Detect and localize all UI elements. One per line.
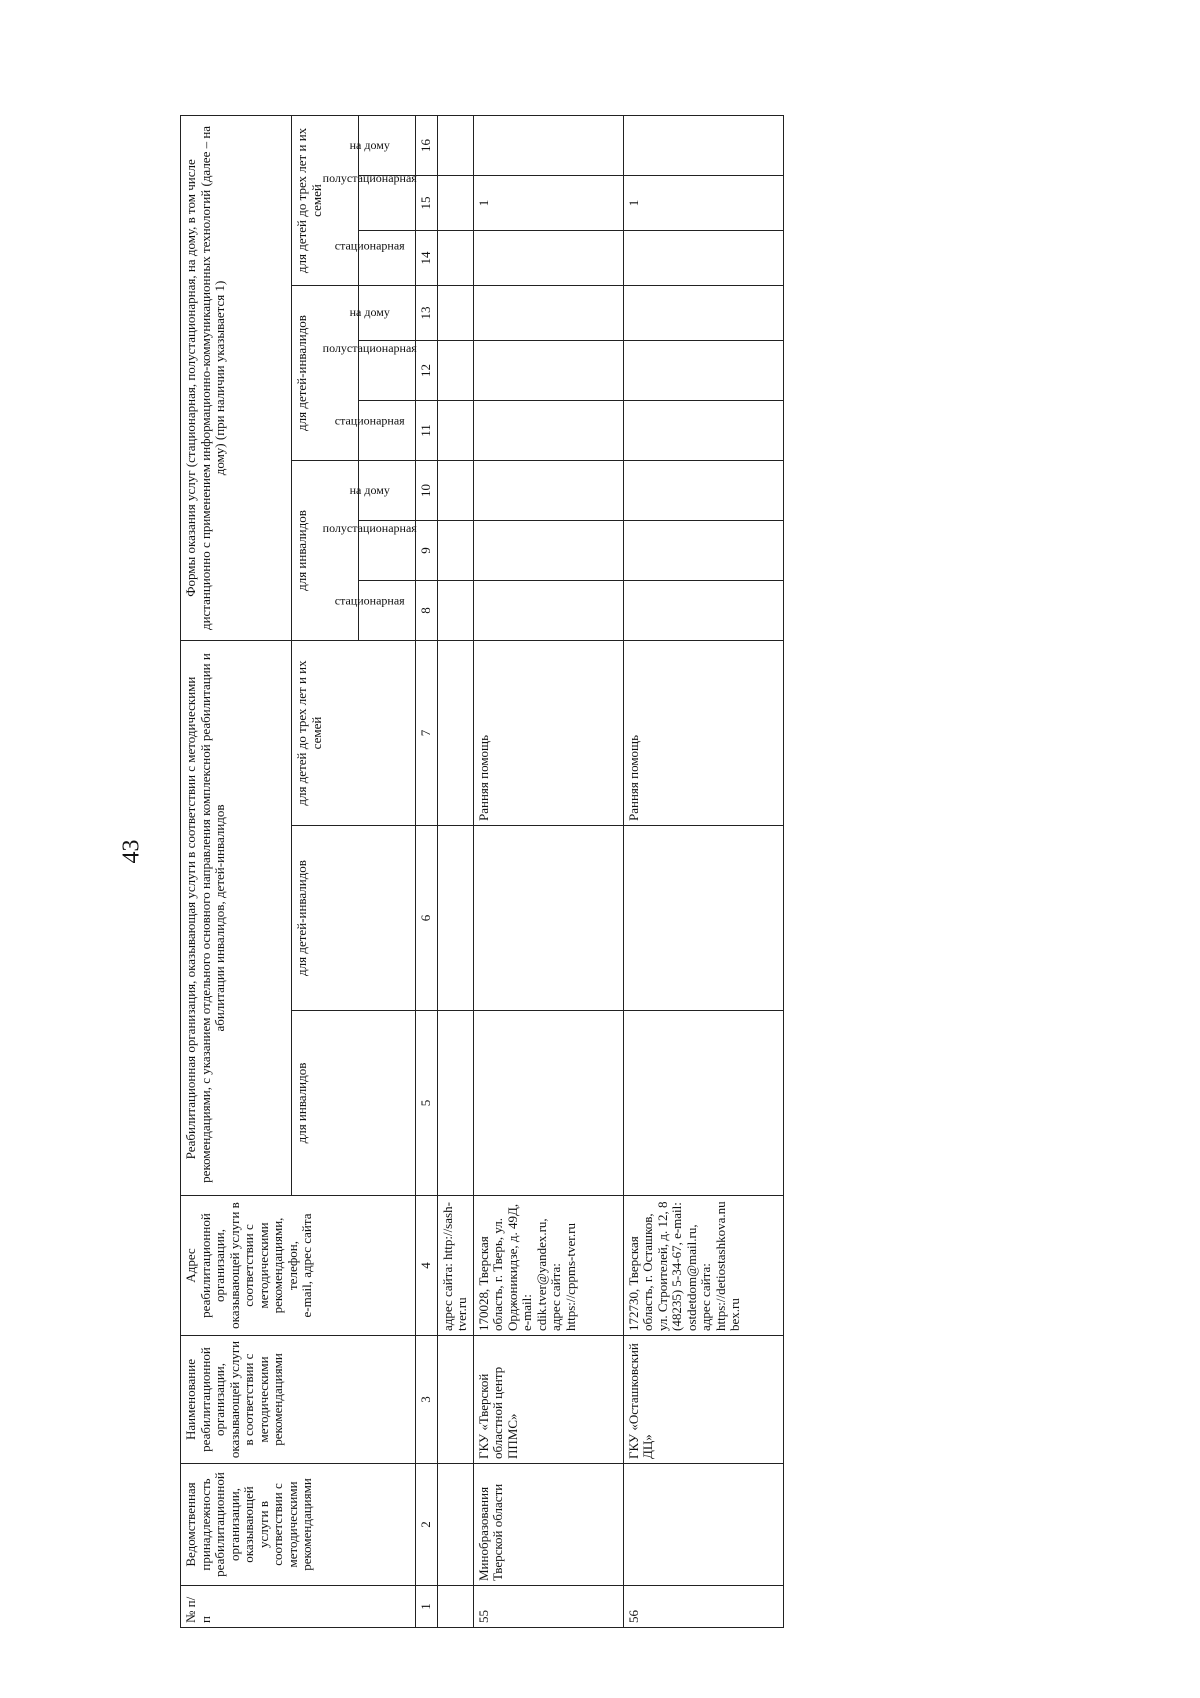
row-form-cell <box>437 401 473 461</box>
column-number-row <box>416 115 438 1627</box>
column-number: 2 <box>416 1464 438 1586</box>
row-num: 56 <box>623 1586 783 1628</box>
column-number: 11 <box>416 401 438 461</box>
header-form-stationary: стационарная <box>359 401 416 461</box>
row-form-cell <box>473 401 623 461</box>
table-row <box>473 115 623 1627</box>
row-disabled <box>437 1011 473 1196</box>
header-form-home: на дому <box>359 115 416 175</box>
row-form-cell <box>623 461 783 521</box>
header-form-semistationary: полустационарная <box>359 341 416 401</box>
row-department <box>623 1464 783 1586</box>
row-early: Ранняя помощь <box>623 641 783 826</box>
row-disabled <box>623 1011 783 1196</box>
row-address: 172730, Тверская область, г. Осташков, ул. Строителей, д. 12, 8 (48235) 5-34-67, e-mail: ostdetdom@mail.ru, адрес сайта: https://detiostashkova.nubex.ru <box>623 1196 783 1336</box>
column-number: 5 <box>416 1011 438 1196</box>
row-form-cell <box>437 115 473 175</box>
column-number: 13 <box>416 286 438 341</box>
column-number: 8 <box>416 581 438 641</box>
row-children <box>437 826 473 1011</box>
header-department: Ведомственная принадлежность реабилитационной организации, оказывающей услуги в соответствии с методическими рекомендациями <box>181 1464 416 1586</box>
row-disabled <box>473 1011 623 1196</box>
row-form-cell <box>623 115 783 175</box>
header-row-1 <box>181 115 292 1627</box>
row-form-cell <box>623 521 783 581</box>
row-children <box>623 826 783 1011</box>
column-number: 16 <box>416 115 438 175</box>
row-org-name <box>437 1336 473 1464</box>
row-num: 55 <box>473 1586 623 1628</box>
header-forms-group: Формы оказания услуг (стационарная, полустационарная, на дому, в том числе дистанционно с применением информационно-коммуникационных технологий (далее – на дому) (при наличии указывается 1) <box>181 115 292 640</box>
row-address: адрес сайта: http://sash-tver.ru <box>437 1196 473 1336</box>
row-early <box>437 641 473 826</box>
row-form-cell <box>473 581 623 641</box>
row-form-cell <box>437 176 473 231</box>
column-number: 10 <box>416 461 438 521</box>
column-number: 7 <box>416 641 438 826</box>
row-form-cell <box>623 286 783 341</box>
row-form-cell: 1 <box>473 176 623 231</box>
row-form-cell <box>473 341 623 401</box>
row-org-name: ГКУ «Осташковский ДЦ» <box>623 1336 783 1464</box>
row-form-cell: 1 <box>623 176 783 231</box>
header-num: № п/п <box>181 1586 416 1628</box>
header-address-sub: e-mail, адрес сайта <box>299 1213 315 1318</box>
registry-table <box>180 115 784 1628</box>
header-org-name: Наименование реабилитационной организации, оказывающей услуги в соответствии с методическими рекомендациями <box>181 1336 416 1464</box>
row-form-cell <box>437 581 473 641</box>
header-address <box>181 1196 416 1336</box>
header-form-stationary: стационарная <box>359 581 416 641</box>
header-org-group: Реабилитационная организация, оказывающая услуги в соответствии с методическими рекомендациями, с указанием отдельного основного направления комплексной реабилитации и абилитации инвалидов, детей-инвалидов <box>181 641 292 1196</box>
column-number: 12 <box>416 341 438 401</box>
table-row <box>623 115 783 1627</box>
column-number: 6 <box>416 826 438 1011</box>
row-num <box>437 1586 473 1628</box>
row-form-cell <box>473 115 623 175</box>
header-sub-disabled: для инвалидов <box>292 1011 416 1196</box>
column-number: 4 <box>416 1196 438 1336</box>
column-number: 1 <box>416 1586 438 1628</box>
column-number: 15 <box>416 176 438 231</box>
column-number: 3 <box>416 1336 438 1464</box>
row-form-cell <box>623 341 783 401</box>
row-form-cell <box>623 401 783 461</box>
header-form-semistationary: полустационарная <box>359 176 416 231</box>
row-children <box>473 826 623 1011</box>
header-forms-early: для детей до трех лет и их семей <box>292 115 359 285</box>
header-form-stationary: стационарная <box>359 231 416 286</box>
page-number: 43 <box>118 839 145 864</box>
header-form-semistationary: полустационарная <box>359 521 416 581</box>
header-sub-early: для детей до трех лет и их семей <box>292 641 416 826</box>
row-form-cell <box>623 581 783 641</box>
row-form-cell <box>437 521 473 581</box>
column-number: 9 <box>416 521 438 581</box>
header-form-home: на дому <box>359 286 416 341</box>
row-form-cell <box>437 461 473 521</box>
row-org-name: ГКУ «Тверской областной центр ППМС» <box>473 1336 623 1464</box>
row-form-cell <box>437 341 473 401</box>
rotated-table-sheet <box>180 116 956 1628</box>
row-form-cell <box>437 286 473 341</box>
header-forms-disabled: для инвалидов <box>292 461 359 641</box>
row-form-cell <box>473 286 623 341</box>
header-sub-children: для детей-инвалидов <box>292 826 416 1011</box>
header-address-main: Адрес реабилитационной организации, оказывающей услуги в соответствии с методическими рекомендациями, телефон, <box>183 1202 300 1329</box>
header-forms-children: для детей-инвалидов <box>292 286 359 461</box>
row-form-cell <box>473 231 623 286</box>
table-row <box>437 115 473 1627</box>
row-form-cell <box>473 461 623 521</box>
column-number: 14 <box>416 231 438 286</box>
row-early: Ранняя помощь <box>473 641 623 826</box>
row-form-cell <box>473 521 623 581</box>
header-form-home: на дому <box>359 461 416 521</box>
row-department <box>437 1464 473 1586</box>
row-department: Минобразования Тверской области <box>473 1464 623 1586</box>
row-form-cell <box>437 231 473 286</box>
row-form-cell <box>623 231 783 286</box>
row-address: 170028, Тверская область, г. Тверь, ул. Орджоникидзе, д. 49Д, e-mail: cdik.tver@yandex.ru, адрес сайта: https://cppms-tver.ru <box>473 1196 623 1336</box>
